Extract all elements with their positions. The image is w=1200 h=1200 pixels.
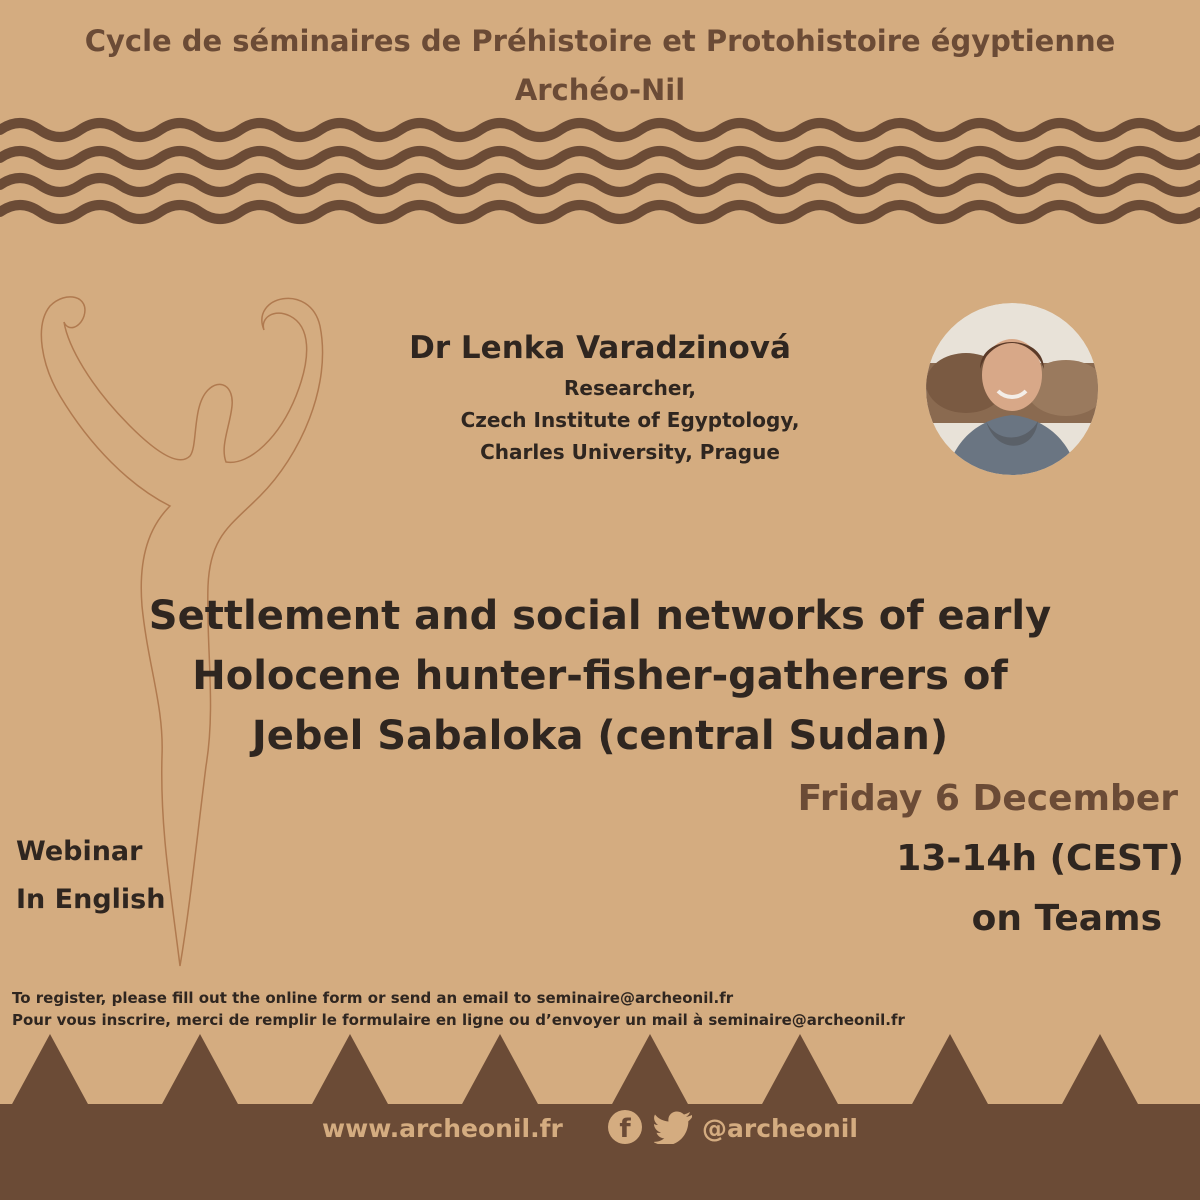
social-handle[interactable]: @archeonil <box>702 1114 858 1143</box>
speaker-role: Researcher, <box>564 376 696 400</box>
twitter-icon[interactable] <box>654 1110 694 1144</box>
wave-line-2 <box>0 151 1200 165</box>
facebook-icon[interactable]: f <box>608 1110 642 1144</box>
speaker-affiliation <box>300 372 960 468</box>
talk-title <box>100 586 1100 766</box>
event-date: Friday 6 December <box>797 778 1178 819</box>
footer <box>0 1104 1200 1154</box>
webinar-format <box>16 828 165 924</box>
wave-line-3 <box>0 178 1200 192</box>
speaker-institute: Czech Institute of Egyptology, <box>460 408 800 432</box>
registration-english: To register, please fill out the online form or send an email to seminaire@archeonil.fr <box>12 989 734 1007</box>
organization-name: Archéo-Nil <box>514 73 686 107</box>
event-time: 13-14h (CEST) <box>896 838 1184 879</box>
speaker-name: Dr Lenka Varadzinová <box>409 330 791 366</box>
wave-line-4 <box>0 205 1200 219</box>
webinar-label: Webinar <box>16 836 143 867</box>
talk-title-line-2: Holocene hunter-fisher-gatherers of <box>192 653 1008 699</box>
wave-decoration <box>0 108 1200 233</box>
registration-info <box>12 987 905 1031</box>
wave-line-1 <box>0 123 1200 137</box>
language-label: In English <box>16 884 166 915</box>
seminar-cycle-title: Cycle de séminaires de Préhistoire et Protohistoire égyptienne <box>84 24 1116 58</box>
speaker-university: Charles University, Prague <box>480 440 780 464</box>
talk-title-line-3: Jebel Sabaloka (central Sudan) <box>251 713 949 759</box>
event-platform: on Teams <box>971 898 1162 939</box>
registration-french: Pour vous inscrire, merci de remplir le formulaire en ligne ou d’envoyer un mail à seminaire@archeonil.fr <box>12 1011 905 1029</box>
speaker-photo <box>926 303 1098 475</box>
website-link[interactable]: www.archeonil.fr <box>322 1114 563 1143</box>
talk-title-line-1: Settlement and social networks of early <box>148 593 1052 639</box>
